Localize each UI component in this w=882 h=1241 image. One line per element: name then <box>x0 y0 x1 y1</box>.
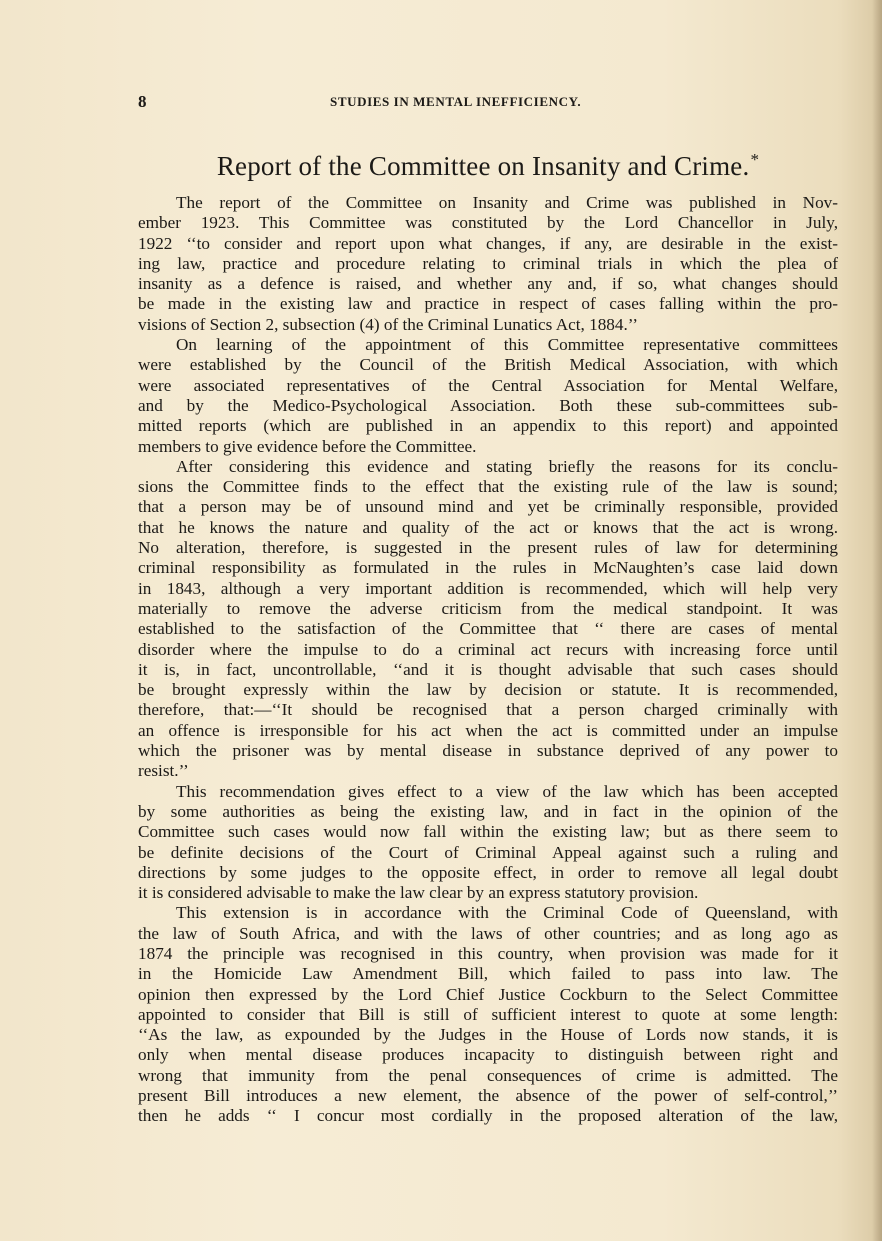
footnote-mark: * <box>750 150 760 169</box>
text-line: by some authorities as being the existing law, and in fact in the opinion of the <box>138 801 838 821</box>
running-head: STUDIES IN MENTAL INEFFICIENCY. <box>330 94 582 109</box>
text-line: mitted reports (which are published in an appendix to this report) and appointed <box>138 416 838 436</box>
text-line: insanity as a defence is raised, and whether any and, if so, what changes should <box>138 274 838 294</box>
text-line: 1874 the principle was recognised in this country, when provision was made for it <box>138 943 838 963</box>
text-line: established to the satisfaction of the Committee that ‘‘ there are cases of mental <box>138 619 838 639</box>
text-line: ‘‘As the law, as expounded by the Judges in the House of Lords now stands, it is <box>138 1025 838 1045</box>
text-line: disorder where the impulse to do a criminal act recurs with increasing force until <box>138 639 838 659</box>
text-line: ember 1923. This Committee was constituted by the Lord Chancellor in July, <box>138 213 838 233</box>
text-line: present Bill introduces a new element, the absence of the power of self-control,’’ <box>138 1086 838 1106</box>
text-line: resist.’’ <box>138 761 189 781</box>
page-header <box>138 92 838 114</box>
text-line: that a person may be of unsound mind and yet be criminally responsible, provided <box>138 497 838 517</box>
paragraph <box>138 457 838 782</box>
text-line: After considering this evidence and stating briefly the reasons for its conclu- <box>176 456 838 476</box>
section-title <box>138 150 838 182</box>
page-number: 8 <box>138 92 147 111</box>
text-line: in the Homicide Law Amendment Bill, which failed to pass into law. The <box>138 964 838 984</box>
text-line: in 1843, although a very important addition is recommended, which will help very <box>138 578 838 598</box>
text-line: sions the Committee finds to the effect that the existing rule of the law is sound; <box>138 477 838 497</box>
text-line: visions of Section 2, subsection (4) of the Criminal Lunatics Act, 1884.’’ <box>138 314 638 334</box>
section-title-text: Report of the Committee on Insanity and Crime. <box>216 151 750 181</box>
text-line: No alteration, therefore, is suggested in the present rules of law for determining <box>138 538 838 558</box>
page-edge-shadow <box>872 0 882 1241</box>
text-line: then he adds ‘‘ I concur most cordially in the proposed alteration of the law, <box>138 1106 838 1126</box>
text-line: ing law, practice and procedure relating to criminal trials in which the plea of <box>138 253 838 273</box>
body-text <box>138 193 838 1127</box>
text-line: 1922 ‘‘to consider and report upon what changes, if any, are desirable in the exist- <box>138 233 838 253</box>
text-line: an offence is irresponsible for his act when the act is committed under an impulse <box>138 720 838 740</box>
text-line: it is considered advisable to make the law clear by an express statutory provision. <box>138 883 699 903</box>
paragraph <box>138 335 838 457</box>
text-line: directions by some judges to the opposite effect, in order to remove all legal doubt <box>138 862 838 882</box>
text-line: The report of the Committee on Insanity and Crime was published in Nov- <box>176 193 838 212</box>
text-line: be made in the existing law and practice in respect of cases falling within the pro- <box>138 294 838 314</box>
text-line: Committee such cases would now fall within the existing law; but as there seem to <box>138 822 838 842</box>
text-line: This recommendation gives effect to a view of the law which has been accepted <box>176 781 838 801</box>
text-line: be brought expressly within the law by decision or statute. It is recommended, <box>138 680 838 700</box>
text-line: materially to remove the adverse criticism from the medical standpoint. It was <box>138 598 838 618</box>
text-line: members to give evidence before the Committee. <box>138 436 477 456</box>
text-line: On learning of the appointment of this Committee representative committees <box>176 335 838 355</box>
text-line: criminal responsibility as formulated in the rules in McNaughten’s case laid down <box>138 558 838 578</box>
text-line: opinion then expressed by the Lord Chief Justice Cockburn to the Select Committee <box>138 984 838 1004</box>
text-line: be definite decisions of the Court of Criminal Appeal against such a ruling and <box>138 842 838 862</box>
text-line: appointed to consider that Bill is still of sufficient interest to quote at some length: <box>138 1004 838 1024</box>
text-line: wrong that immunity from the penal consequences of crime is admitted. The <box>138 1065 838 1085</box>
text-line: only when mental disease produces incapacity to distinguish between right and <box>138 1045 838 1065</box>
text-line: were associated representatives of the Central Association for Mental Welfare, <box>138 375 838 395</box>
paragraph <box>138 193 838 335</box>
paragraph <box>138 903 838 1126</box>
text-line: and by the Medico-Psychological Association. Both these sub-committees sub- <box>138 395 838 415</box>
text-line: which the prisoner was by mental disease in substance deprived of any power to <box>138 741 838 761</box>
text-line: therefore, that:—‘‘It should be recognised that a person charged criminally with <box>138 700 838 720</box>
text-line: the law of South Africa, and with the laws of other countries; and as long ago as <box>138 923 838 943</box>
paragraph <box>138 782 838 904</box>
text-line: were established by the Council of the British Medical Association, with which <box>138 355 838 375</box>
text-line: that he knows the nature and quality of the act or knows that the act is wrong. <box>138 517 838 537</box>
text-line: it is, in fact, uncontrollable, ‘‘and it is thought advisable that such cases should <box>138 659 838 679</box>
text-line: This extension is in accordance with the Criminal Code of Queensland, with <box>176 903 838 923</box>
